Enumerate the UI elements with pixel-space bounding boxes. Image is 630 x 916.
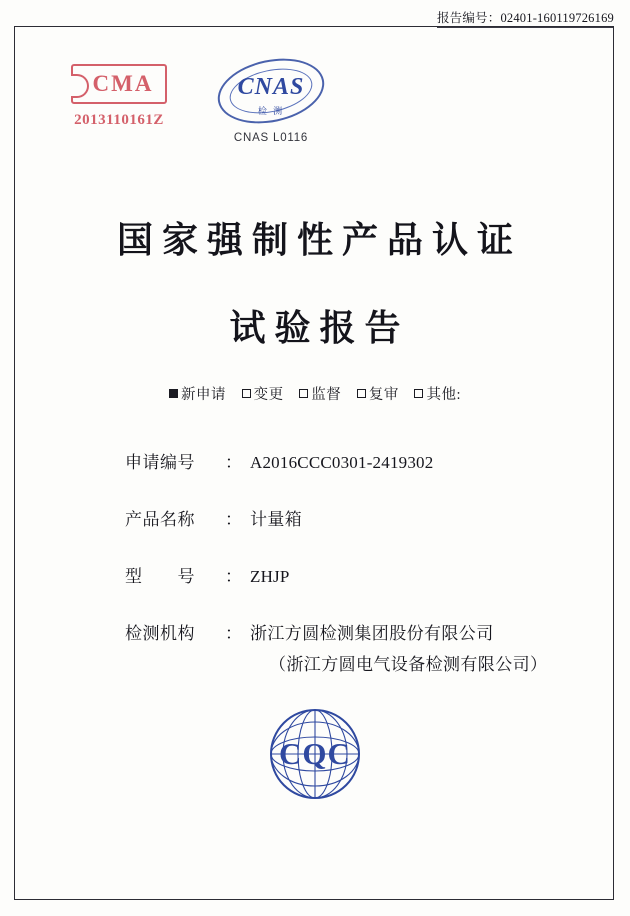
checkbox-new-icon[interactable] bbox=[169, 389, 178, 398]
application-type-checkboxes bbox=[0, 383, 630, 404]
cnas-code: CNAS L0116 bbox=[233, 132, 309, 144]
checkbox-new-label: 新申请 bbox=[180, 387, 226, 403]
field-product-name-label: 产品名称 bbox=[125, 510, 195, 529]
accreditation-marks bbox=[0, 58, 630, 168]
cqc-label: CQC bbox=[279, 736, 351, 771]
cma-icon bbox=[71, 64, 167, 104]
page-subtitle: 试验报告 bbox=[229, 308, 410, 348]
field-product-name-value: 计量箱 bbox=[250, 510, 303, 529]
checkbox-option-other[interactable] bbox=[414, 383, 461, 404]
field-test-organization-value-line2: （浙江方圆电气设备检测有限公司） bbox=[269, 655, 548, 674]
field-application-no-label: 申请编号 bbox=[125, 453, 195, 472]
checkbox-review-icon[interactable] bbox=[357, 389, 366, 398]
field-application-no-colon: ： bbox=[225, 453, 242, 472]
field-test-organization-value: 浙江方圆检测集团股份有限公司 bbox=[250, 624, 494, 643]
checkbox-other-label: 其他: bbox=[426, 387, 462, 403]
field-test-organization-label: 检测机构 bbox=[125, 624, 195, 643]
checkbox-option-supervision[interactable] bbox=[299, 383, 341, 404]
cqc-seal bbox=[267, 706, 363, 802]
field-model-colon: ： bbox=[225, 567, 242, 586]
cnas-sublabel: 检 测 bbox=[257, 106, 285, 116]
field-test-organization-colon: ： bbox=[225, 624, 242, 643]
field-test-organization bbox=[125, 619, 548, 675]
cma-label: CMA bbox=[92, 71, 154, 96]
checkbox-other-icon[interactable] bbox=[414, 389, 423, 398]
field-product-name bbox=[125, 505, 525, 530]
cover-fields bbox=[125, 448, 548, 707]
page-title: 国家强制性产品认证 bbox=[116, 220, 522, 260]
cma-mark-block bbox=[54, 64, 184, 129]
checkbox-option-review[interactable] bbox=[357, 383, 399, 404]
checkbox-option-change[interactable] bbox=[242, 383, 284, 404]
cnas-mark-block bbox=[196, 58, 346, 144]
checkbox-change-label: 变更 bbox=[253, 387, 284, 403]
field-application-no-value: A2016CCC0301-2419302 bbox=[250, 453, 434, 472]
cnas-icon bbox=[213, 58, 329, 130]
checkbox-option-new[interactable] bbox=[169, 383, 226, 404]
checkbox-supervision-label: 监督 bbox=[311, 387, 342, 403]
field-model-value: ZHJP bbox=[250, 567, 290, 586]
field-model bbox=[125, 562, 525, 587]
cnas-label: CNAS bbox=[237, 74, 305, 100]
checkbox-supervision-icon[interactable] bbox=[299, 389, 308, 398]
report-number: 报告编号：02401-160119726169 bbox=[437, 8, 614, 28]
checkbox-review-label: 复审 bbox=[368, 387, 399, 403]
checkbox-change-icon[interactable] bbox=[242, 389, 251, 398]
field-product-name-colon: ： bbox=[225, 510, 242, 529]
field-model-label: 型 号 bbox=[125, 567, 195, 586]
field-application-no bbox=[125, 448, 525, 473]
cma-code: 2013110161Z bbox=[74, 112, 164, 128]
